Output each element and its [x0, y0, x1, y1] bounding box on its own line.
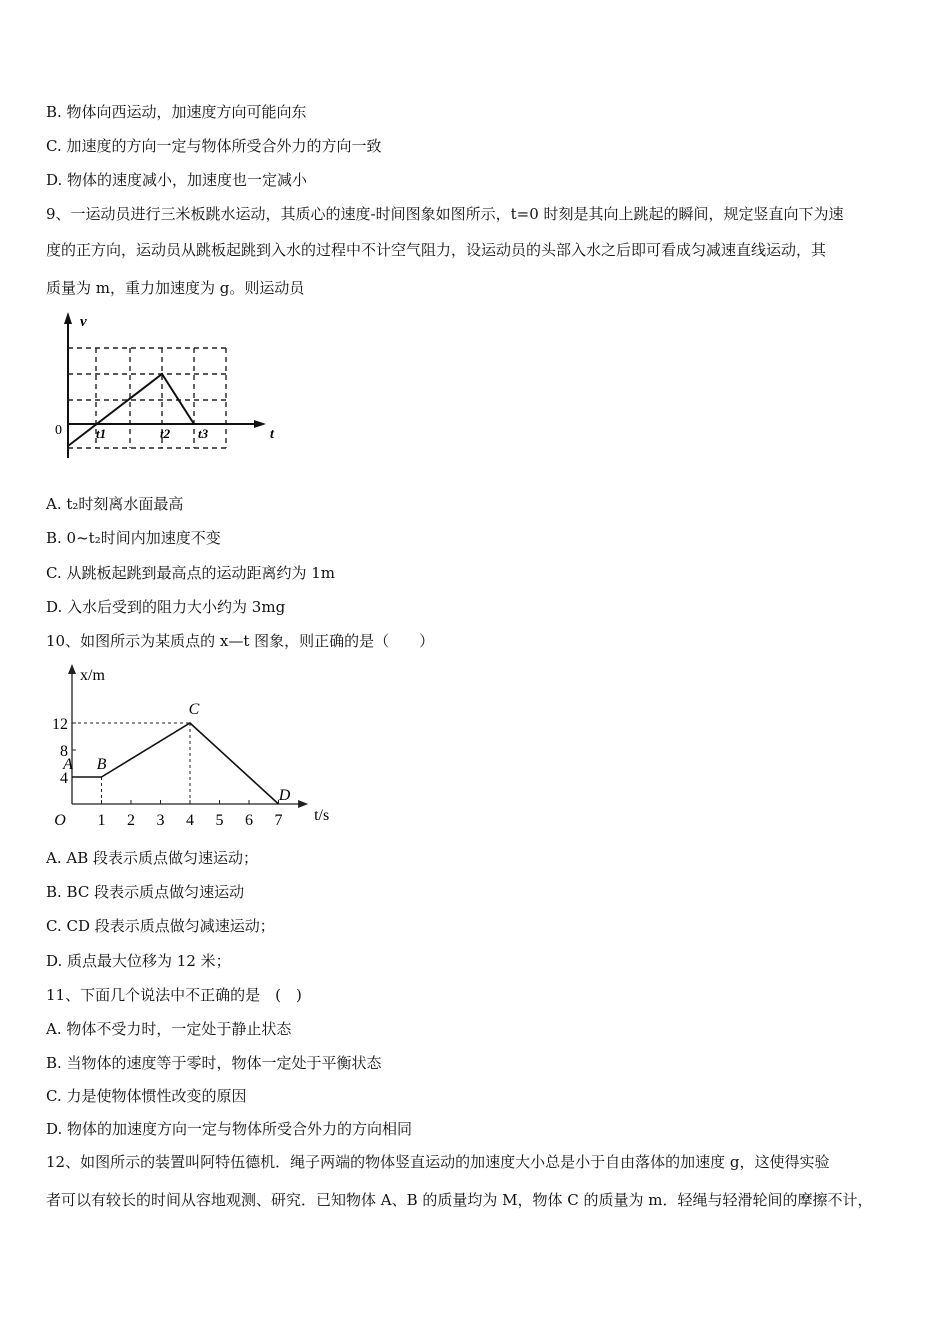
q9-ylabel: v	[80, 314, 87, 330]
q9-vt-graph	[50, 308, 290, 468]
y-axis-label: x/m	[80, 667, 105, 684]
q9-t3-label: t3	[198, 426, 209, 441]
q11-option-c: C. 力是使物体惯性改变的原因	[46, 1087, 247, 1105]
x-tick-label: 5	[215, 812, 224, 829]
x-tick-label: O	[54, 812, 66, 829]
q9-origin-label: 0	[55, 423, 62, 438]
q10-xt-chart	[44, 660, 334, 832]
x-tick-label: 4	[186, 812, 194, 829]
x-tick-label: 3	[156, 812, 165, 829]
q9-v-arrow-icon	[64, 312, 72, 324]
q9-velocity-line	[68, 374, 194, 446]
q8-option-c: C. 加速度的方向一定与物体所受合外力的方向一致	[46, 137, 382, 155]
q8-option-d: D. 物体的速度减小，加速度也一定减小	[46, 171, 308, 189]
point-label-d: D	[278, 787, 291, 804]
point-label-a: A	[63, 756, 73, 773]
q10-option-c: C. CD 段表示质点做匀减速运动；	[46, 917, 275, 935]
q10-option-d: D. 质点最大位移为 12 米；	[46, 952, 231, 970]
q9-option-c: C. 从跳板起跳到最高点的运动距离约为 1m	[46, 564, 336, 582]
q9-stem-line3: 质量为 m，重力加速度为 g。则运动员	[46, 279, 305, 297]
y-tick-label: 8	[60, 743, 68, 760]
q9-t1-label: t1	[96, 426, 107, 441]
point-label-c: C	[188, 701, 200, 718]
x-tick-label: 6	[245, 812, 253, 829]
q9-option-a: A. t₂时刻离水面最高	[46, 495, 184, 513]
x-tick-label: 7	[274, 812, 283, 829]
x-tick-label: 2	[127, 812, 135, 829]
q9-stem-line2: 度的正方向，运动员从跳板起跳到入水的过程中不计空气阻力，设运动员的头部入水之后即可看成匀减速直线运动，其	[46, 241, 827, 259]
q11-option-d: D. 物体的加速度方向一定与物体所受合外力的方向相同	[46, 1120, 413, 1138]
y-tick-label: 12	[52, 716, 68, 733]
q10-stem: 10、如图所示为某质点的 x—t 图象，则正确的是（ ）	[46, 632, 435, 650]
q12-stem-line2: 者可以有较长的时间从容地观测、研究．已知物体 A、B 的质量均为 M，物体 C 的质量为 m．轻绳与轻滑轮间的摩擦不计，	[46, 1191, 873, 1209]
t-arrow-icon	[298, 800, 308, 808]
q9-xlabel: t	[270, 427, 274, 442]
q12-stem-line1: 12、如图所示的装置叫阿特伍德机．绳子两端的物体竖直运动的加速度大小总是小于自由落体的加速度 g，这使得实验	[46, 1153, 830, 1171]
x-axis-label: t/s	[314, 807, 330, 824]
q11-option-a: A. 物体不受力时，一定处于静止状态	[46, 1020, 292, 1038]
q10-option-a: A. AB 段表示质点做匀速运动；	[46, 849, 258, 867]
y-tick-label: 4	[60, 770, 68, 787]
point-label-b: B	[96, 756, 107, 773]
q11-option-b: B. 当物体的速度等于零时，物体一定处于平衡状态	[46, 1054, 382, 1072]
q9-t-arrow-icon	[254, 420, 266, 428]
q11-stem: 11、下面几个说法中不正确的是 ( )	[46, 986, 302, 1004]
x-tick-label: 1	[97, 812, 106, 829]
q8-option-b: B. 物体向西运动，加速度方向可能向东	[46, 103, 307, 121]
q9-stem-line1: 9、一运动员进行三米板跳水运动，其质心的速度-时间图象如图所示，t=0 时刻是其向上跳起的瞬间，规定竖直向下为速	[46, 205, 844, 223]
y-arrow-icon	[68, 664, 76, 674]
q9-option-d: D. 入水后受到的阻力大小约为 3mg	[46, 598, 286, 616]
q10-option-b: B. BC 段表示质点做匀速运动	[46, 883, 245, 901]
q9-t2-label: t2	[160, 426, 171, 441]
q9-option-b: B. 0~t₂时间内加速度不变	[46, 529, 221, 547]
